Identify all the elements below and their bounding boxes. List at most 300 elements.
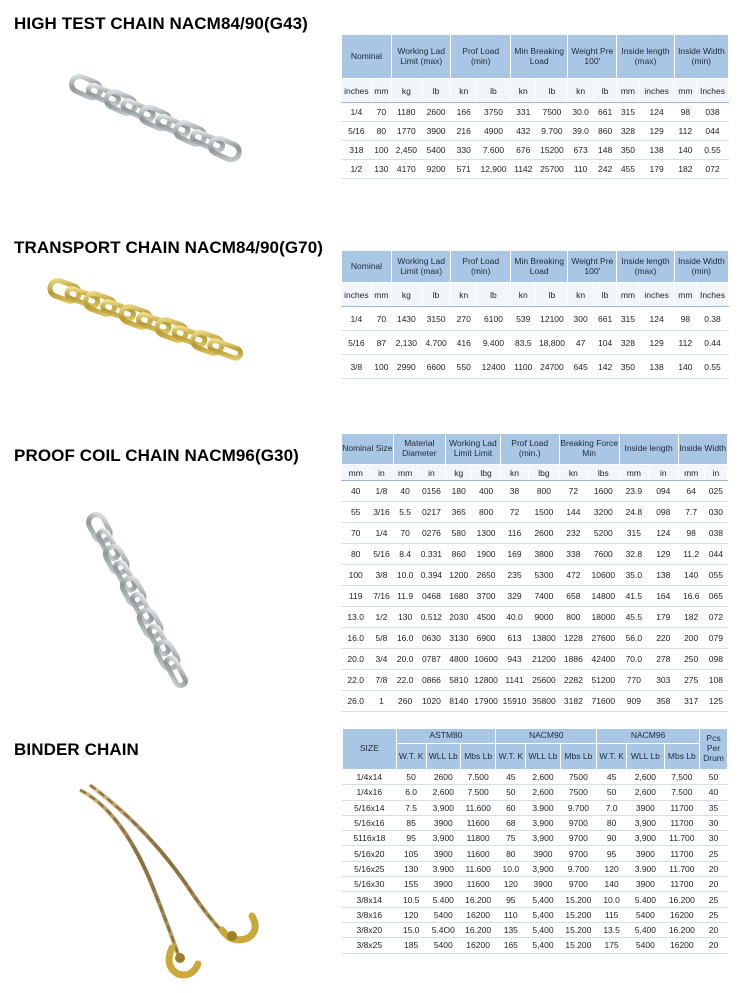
table-cell: 124 [639, 307, 674, 331]
table-cell: 9200 [421, 160, 451, 179]
table-cell: 1100 [510, 355, 536, 379]
table-cell: 3/8x14 [343, 892, 397, 907]
table-cell: 16.200 [460, 922, 495, 937]
table-cell: 55 [342, 502, 370, 523]
table-row [342, 122, 729, 141]
table-cell: 5,400 [526, 922, 560, 937]
table-cell: 7.7 [678, 502, 704, 523]
table-row [342, 607, 728, 628]
table-cell: 108 [704, 670, 727, 691]
table-cell: 328 [617, 331, 639, 355]
table-cell: 25 [700, 907, 728, 922]
table-cell: 110 [496, 907, 526, 922]
header-inside-width: Inside Width (min) [674, 251, 728, 283]
table-cell: 5/16x14 [343, 800, 397, 815]
unit-cell: mm [619, 465, 648, 481]
table-cell: 25 [700, 892, 728, 907]
table-cell: 30 [700, 831, 728, 846]
table-cell: 3182 [559, 691, 587, 712]
table-cell: 2,600 [526, 770, 560, 785]
table-cell: 943 [500, 649, 528, 670]
header-nominal: Nominal [342, 251, 392, 283]
table-cell: 416 [451, 331, 477, 355]
table-cell: 2,600 [526, 785, 560, 800]
table-cell: 2650 [472, 565, 500, 586]
table-cell: 2,600 [627, 785, 665, 800]
table-cell: 3/8 [370, 565, 393, 586]
table-cell: 16.200 [460, 892, 495, 907]
table-cell: 0.55 [696, 355, 728, 379]
table-cell: 16200 [664, 938, 699, 953]
table-cell: 220 [649, 628, 678, 649]
table-cell: 15.200 [560, 922, 596, 937]
table-cell: 40 [700, 785, 728, 800]
table-cell: 64 [678, 481, 704, 502]
table-cell: 1600 [588, 481, 620, 502]
table-cell: 350 [617, 355, 639, 379]
table-body [342, 103, 729, 179]
table-cell: 140 [674, 141, 696, 160]
table-row [342, 141, 729, 160]
header-proof-load: Prof Load (min.) [500, 434, 559, 465]
header-nominal: Nominal [342, 35, 392, 79]
unit-cell: W.T. K [496, 744, 526, 770]
table-cell: 105 [396, 846, 426, 861]
table-cell: 0.512 [417, 607, 445, 628]
table-cell: 124 [639, 103, 674, 122]
table-cell: 90 [597, 831, 627, 846]
table-cell: 11.2 [678, 544, 704, 565]
unit-cell: mm [342, 465, 370, 481]
table-cell: 331 [510, 103, 536, 122]
table-cell: 140 [678, 565, 704, 586]
table-cell: 3900 [426, 877, 460, 892]
table-cell: 5400 [627, 938, 665, 953]
table-cell: 2,600 [426, 785, 460, 800]
table-cell: 661 [593, 103, 616, 122]
header-proof-load: Prof Load (min) [451, 251, 511, 283]
table-row [342, 691, 728, 712]
table-cell: 5/16 [370, 544, 393, 565]
table-cell: 7.500 [664, 785, 699, 800]
section-title-proof-coil: PROOF COIL CHAIN NACM96(G30) [14, 446, 299, 465]
table-cell: 35.0 [619, 565, 648, 586]
table-cell: 13.0 [342, 607, 370, 628]
table-cell: 3900 [627, 800, 665, 815]
table-cell: 5/16x16 [343, 815, 397, 830]
table-cell: 25 [700, 846, 728, 861]
unit-cell: mm [371, 283, 391, 307]
table-cell: 5/16 [342, 331, 372, 355]
unit-cell: kn [451, 283, 477, 307]
table-cell: 12800 [472, 670, 500, 691]
table-cell: 8.4 [393, 544, 417, 565]
header-inside-length: Inside length (max) [617, 251, 674, 283]
table-cell: 2,600 [627, 770, 665, 785]
table-cell: 038 [696, 103, 728, 122]
table-cell: 7.600 [476, 141, 510, 160]
table-row [343, 938, 728, 953]
table-cell: 550 [451, 355, 477, 379]
table-cell: 5400 [426, 907, 460, 922]
table-cell: 16.0 [393, 628, 417, 649]
table-cell: 1141 [500, 670, 528, 691]
table-cell: 3800 [529, 544, 560, 565]
table-cell: 9700 [560, 831, 596, 846]
table-cell: 455 [617, 160, 639, 179]
table-cell: 860 [593, 122, 616, 141]
table-cell: 15.200 [560, 892, 596, 907]
table-cell: 0866 [417, 670, 445, 691]
table-cell: 120 [597, 861, 627, 876]
table-cell: 645 [568, 355, 594, 379]
table-cell: 4170 [391, 160, 421, 179]
unit-cell: kn [500, 465, 528, 481]
table-cell: 11600 [460, 877, 495, 892]
table-cell: 1680 [446, 586, 472, 607]
header-inside-length: Inside length (max) [617, 35, 674, 79]
table-cell: 80 [496, 846, 526, 861]
table-cell: 13800 [529, 628, 560, 649]
table-cell: 0276 [417, 523, 445, 544]
table-row [343, 922, 728, 937]
table-cell: 60 [496, 800, 526, 815]
unit-cell: lb [593, 79, 616, 103]
table-cell: 315 [617, 307, 639, 331]
table-cell: 80 [371, 122, 391, 141]
unit-cell: mm [678, 465, 704, 481]
table-cell: 7/8 [370, 670, 393, 691]
table-cell: 0156 [417, 481, 445, 502]
table-cell: 358 [649, 691, 678, 712]
table-cell: 432 [510, 122, 536, 141]
table-cell: 18,800 [536, 331, 568, 355]
table-cell: 47 [568, 331, 594, 355]
table-cell: 25700 [536, 160, 568, 179]
table-cell: 15910 [500, 691, 528, 712]
table-cell: 2600 [426, 770, 460, 785]
spec-table-proof-coil [341, 433, 728, 712]
table-cell: 70 [371, 307, 391, 331]
table-cell: 2,450 [391, 141, 421, 160]
table-cell: 5,400 [526, 907, 560, 922]
table-cell: 2,130 [391, 331, 421, 355]
grab-hook-icon [169, 916, 255, 975]
unit-cell: kn [510, 79, 536, 103]
table-cell: 27600 [588, 628, 620, 649]
table-cell: 1 [370, 691, 393, 712]
table-cell: 770 [619, 670, 648, 691]
table-cell: 1/4 [370, 523, 393, 544]
table-cell: 11600 [460, 846, 495, 861]
section-title-transport: TRANSPORT CHAIN NACM84/90(G70) [14, 238, 324, 257]
table-cell: 079 [704, 628, 727, 649]
table-cell: 7.500 [460, 785, 495, 800]
table-cell: 5810 [446, 670, 472, 691]
table-cell: 250 [678, 649, 704, 670]
table-cell: 40 [342, 481, 370, 502]
table-cell: 165 [496, 938, 526, 953]
table-cell: 80 [597, 815, 627, 830]
chain-image-binder [60, 770, 270, 980]
unit-cell: W.T. K [396, 744, 426, 770]
table-cell: 9.700 [560, 861, 596, 876]
table-cell: 300 [568, 307, 594, 331]
table-cell: 4900 [476, 122, 510, 141]
table-cell: 18000 [588, 607, 620, 628]
table-cell: 800 [529, 481, 560, 502]
table-row [343, 877, 728, 892]
table-cell: 10.0 [597, 892, 627, 907]
table-cell: 68 [496, 815, 526, 830]
table-cell: 175 [597, 938, 627, 953]
table-cell: 148 [593, 141, 616, 160]
spec-table-high-test [341, 34, 729, 179]
table-cell: 0630 [417, 628, 445, 649]
table-cell: 1500 [529, 502, 560, 523]
table-cell: 138 [639, 141, 674, 160]
table-cell: 400 [472, 481, 500, 502]
table-cell: 3,900 [426, 831, 460, 846]
table-cell: 11.600 [460, 861, 495, 876]
table-cell: 138 [639, 355, 674, 379]
table-cell: 2990 [391, 355, 421, 379]
table-cell: 5/16x30 [343, 877, 397, 892]
table-cell: 120 [496, 877, 526, 892]
table-cell: 50 [597, 785, 627, 800]
table-cell: 32.8 [619, 544, 648, 565]
table-cell: 025 [704, 481, 727, 502]
table-cell: 3900 [627, 846, 665, 861]
table-cell: 539 [510, 307, 536, 331]
table-cell: 216 [451, 122, 477, 141]
table-cell: 318 [342, 141, 372, 160]
table-cell: 0.38 [696, 307, 728, 331]
table-cell: 142 [593, 355, 616, 379]
table-cell: 098 [649, 502, 678, 523]
table-cell: 50 [700, 770, 728, 785]
unit-cell: in [417, 465, 445, 481]
unit-cell: lb [536, 283, 568, 307]
table-cell: 5,400 [627, 922, 665, 937]
table-cell: 129 [639, 331, 674, 355]
table-cell: 5300 [529, 565, 560, 586]
table-cell: 130 [371, 160, 391, 179]
unit-cell: mm [674, 79, 696, 103]
table-cell: 5400 [421, 141, 451, 160]
table-row [342, 502, 728, 523]
table-cell: 072 [704, 607, 727, 628]
table-cell: 200 [678, 628, 704, 649]
table-row [343, 831, 728, 846]
table-cell: 75 [496, 831, 526, 846]
table-cell: 16.200 [664, 892, 699, 907]
header-size: SIZE [343, 729, 397, 770]
table-cell: 658 [559, 586, 587, 607]
units-row [343, 744, 728, 770]
table-cell: 5.4O0 [426, 922, 460, 937]
unit-cell: mm [393, 465, 417, 481]
units-row [342, 283, 729, 307]
table-cell: 11.9 [393, 586, 417, 607]
table-cell: 16200 [460, 907, 495, 922]
header-weight: Weight Pre 100' [568, 35, 617, 79]
unit-cell: mm [617, 283, 639, 307]
table-cell: 5/8 [370, 628, 393, 649]
table-cell: 3700 [472, 586, 500, 607]
table-cell: 673 [568, 141, 594, 160]
table-cell: 22.0 [342, 670, 370, 691]
table-cell: 2600 [529, 523, 560, 544]
table-cell: 13.5 [597, 922, 627, 937]
table-cell: 5.5 [393, 502, 417, 523]
table-cell: 11700 [664, 815, 699, 830]
header-breaking-load: Min Breaking Load [510, 35, 567, 79]
table-cell: 23.9 [619, 481, 648, 502]
unit-cell: mm [674, 283, 696, 307]
table-cell: 676 [510, 141, 536, 160]
table-cell: 10600 [472, 649, 500, 670]
table-cell: 70 [371, 103, 391, 122]
table-cell: 3,900 [526, 815, 560, 830]
table-cell: 098 [704, 649, 727, 670]
table-cell: 6600 [421, 355, 451, 379]
table-cell: 72 [559, 481, 587, 502]
table-cell: 6900 [472, 628, 500, 649]
table-cell: 1/4 [342, 103, 372, 122]
table-cell: 065 [704, 586, 727, 607]
unit-cell: lb [421, 283, 451, 307]
table-row [342, 103, 729, 122]
table-cell: 164 [649, 586, 678, 607]
table-cell: 130 [393, 607, 417, 628]
table-cell: 580 [446, 523, 472, 544]
table-cell: 4500 [472, 607, 500, 628]
table-cell: 110 [568, 160, 594, 179]
unit-cell: lb [476, 283, 510, 307]
table-cell: 42400 [588, 649, 620, 670]
table-cell: 41.5 [619, 586, 648, 607]
table-cell: 45.5 [619, 607, 648, 628]
table-cell: 45 [496, 770, 526, 785]
unit-cell: kg [446, 465, 472, 481]
unit-cell: kn [451, 79, 477, 103]
table-cell: 0217 [417, 502, 445, 523]
table-cell: 1020 [417, 691, 445, 712]
unit-cell: lb [536, 79, 568, 103]
table-cell: 25600 [529, 670, 560, 691]
table-cell: 70 [393, 523, 417, 544]
table-cell: 3/8x20 [343, 922, 397, 937]
table-cell: 1/2 [370, 607, 393, 628]
table-cell: 5200 [588, 523, 620, 544]
table-cell: 3.900 [526, 800, 560, 815]
header-working-load: Working Lad Limit (max) [391, 251, 451, 283]
table-cell: 6100 [476, 307, 510, 331]
table-cell: 9000 [529, 607, 560, 628]
table-cell: 5/16 [342, 122, 372, 141]
unit-cell: mm [371, 79, 391, 103]
table-cell: 1/4 [342, 307, 372, 331]
table-cell: 182 [674, 160, 696, 179]
table-cell: 3/8x25 [343, 938, 397, 953]
table-cell: 3.900 [426, 861, 460, 876]
table-cell: 14800 [588, 586, 620, 607]
table-cell: 120 [396, 907, 426, 922]
header-nacm90: NACM90 [496, 729, 597, 744]
header-working-load: Working Lad Limit (max) [391, 35, 451, 79]
table-cell: 10.0 [393, 565, 417, 586]
table-cell: 20.0 [342, 649, 370, 670]
table-cell: 11700 [664, 846, 699, 861]
header-nacm96: NACM96 [597, 729, 700, 744]
table-cell: 182 [678, 607, 704, 628]
unit-cell: inches [639, 79, 674, 103]
table-cell: 7500 [536, 103, 568, 122]
table-cell: 98 [674, 103, 696, 122]
table-cell: 95 [597, 846, 627, 861]
table-cell: 45 [597, 770, 627, 785]
table-row [343, 892, 728, 907]
table-cell: 3900 [526, 877, 560, 892]
table-cell: 0.394 [417, 565, 445, 586]
table-cell: 7600 [588, 544, 620, 565]
table-cell: 15200 [536, 141, 568, 160]
table-cell: 800 [559, 607, 587, 628]
table-cell: 15.200 [560, 907, 596, 922]
table-cell: 39.0 [568, 122, 594, 141]
unit-cell: in [704, 465, 727, 481]
table-cell: 1770 [391, 122, 421, 141]
table-cell: 5/16x25 [343, 861, 397, 876]
table-cell: 30.0 [568, 103, 594, 122]
table-cell: 232 [559, 523, 587, 544]
table-cell: 20 [700, 877, 728, 892]
table-row [342, 544, 728, 565]
table-cell: 50 [496, 785, 526, 800]
unit-cell: lbg [529, 465, 560, 481]
table-row [343, 861, 728, 876]
header-breaking-load: Min Breaking Load [510, 251, 567, 283]
table-cell: 100 [371, 355, 391, 379]
table-cell: 112 [674, 122, 696, 141]
table-row [342, 331, 729, 355]
table-cell: 2282 [559, 670, 587, 691]
table-cell: 3,900 [627, 815, 665, 830]
table-cell: 71600 [588, 691, 620, 712]
table-cell: 909 [619, 691, 648, 712]
table-cell: 7/16 [370, 586, 393, 607]
table-cell: 9700 [560, 846, 596, 861]
table-cell: 85 [396, 815, 426, 830]
table-cell: 328 [617, 122, 639, 141]
table-cell: 11.700 [664, 831, 699, 846]
table-cell: 3150 [421, 307, 451, 331]
table-cell: 3,900 [526, 831, 560, 846]
table-cell: 38 [500, 481, 528, 502]
table-row [342, 481, 728, 502]
table-cell: 124 [649, 523, 678, 544]
table-cell: 3750 [476, 103, 510, 122]
header-inside-length: Inside length [619, 434, 678, 465]
table-row [342, 307, 729, 331]
table-cell: 5.400 [627, 892, 665, 907]
table-cell: 22.0 [393, 670, 417, 691]
table-row [342, 628, 728, 649]
table-cell: 3,900 [627, 831, 665, 846]
table-cell: 138 [649, 565, 678, 586]
table-cell: 104 [593, 331, 616, 355]
